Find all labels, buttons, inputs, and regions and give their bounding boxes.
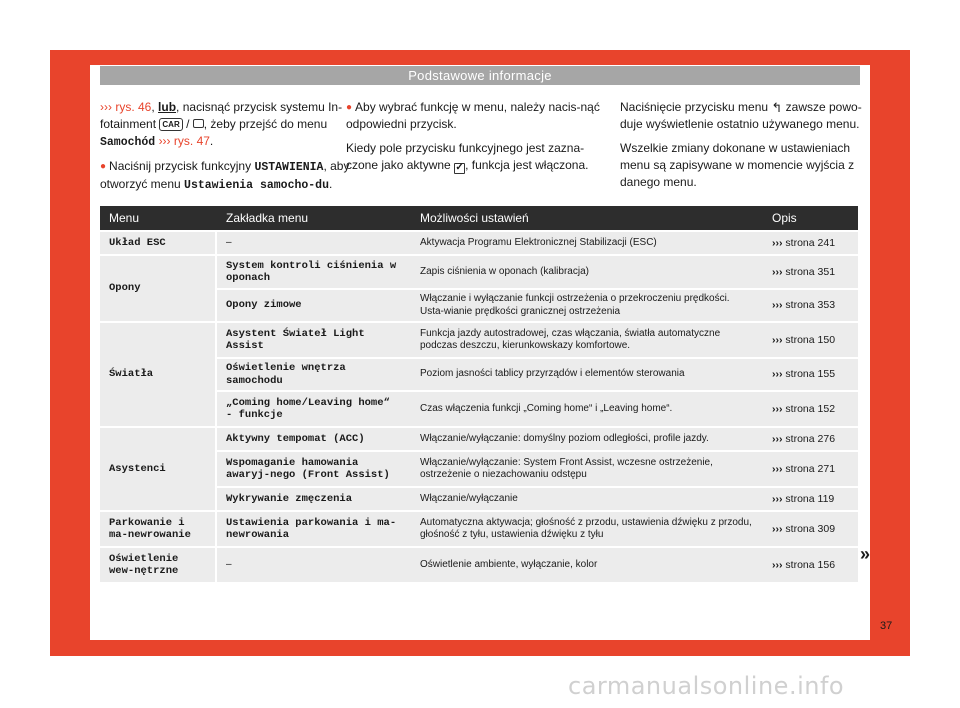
header-tab: Zakładka menu <box>217 206 411 230</box>
menu-cell: Opony <box>100 254 217 321</box>
tab-cell: Opony zimowe <box>217 288 411 321</box>
text-column-1 <box>100 99 353 201</box>
options-cell: Poziom jasności tablicy przyrządów i elementów sterowania <box>411 357 763 390</box>
table-row <box>100 546 858 582</box>
table-row <box>100 230 858 254</box>
table-row <box>100 426 858 450</box>
tab-cell: – <box>217 546 411 582</box>
bullet-paragraph-2: ● Aby wybrać funkcję w menu, należy nacis-nąć odpowiedni przycisk. <box>346 100 600 131</box>
menu-name-samochod: Samochód <box>100 136 156 149</box>
page-ref-cell[interactable]: ››› strona 152 <box>763 390 858 426</box>
active-paragraph: Kiedy pole przycisku funkcyjnego jest zazna-czone jako aktywne ✓, funkcja jest włączona. <box>346 141 589 173</box>
section-header: Podstawowe informacje <box>100 66 860 85</box>
menu-cell: Parkowanie i ma-newrowanie <box>100 510 217 546</box>
settings-table <box>100 206 858 582</box>
key-ustawienia: USTAWIENIA <box>254 161 324 174</box>
page-ref-cell[interactable]: ››› strona 271 <box>763 450 858 486</box>
intro-paragraph: ››› rys. 46, lub, nacisnąć przycisk systemu In-fotainment CAR / , żeby przejść do menu Samochód ››› rys. 47. <box>100 100 343 149</box>
options-cell: Automatyczna aktywacja; głośność z przodu, ustawienia dźwięku z przodu, głośność z tyłu, ustawienia dźwięku z tyłu <box>411 510 763 546</box>
menu-cell: Układ ESC <box>100 230 217 254</box>
page-ref-cell[interactable]: ››› strona 309 <box>763 510 858 546</box>
page-ref-cell[interactable]: ››› strona 155 <box>763 357 858 390</box>
bullet-icon: ● <box>100 161 107 172</box>
page-ref-cell[interactable]: ››› strona 276 <box>763 426 858 450</box>
changes-paragraph: Wszelkie zmiany dokonane w ustawieniach menu są zapisywane w momencie wyjścia z danego menu. <box>620 141 855 189</box>
tab-cell: Wykrywanie zmęczenia <box>217 486 411 510</box>
menu-ustawienia: Ustawienia samocho-du <box>184 179 329 192</box>
page-number: 37 <box>880 620 893 632</box>
header-description: Opis <box>763 206 858 230</box>
tab-cell: Oświetlenie wnętrza samochodu <box>217 357 411 390</box>
options-cell: Aktywacja Programu Elektronicznej Stabilizacji (ESC) <box>411 230 763 254</box>
tab-cell: – <box>217 230 411 254</box>
figure-ref-47[interactable]: rys. 47 <box>173 134 210 148</box>
vehicle-icon <box>193 119 204 128</box>
options-cell: Włączanie i wyłączanie funkcji ostrzeżenia o przekroczeniu prędkości. Usta-wianie prędkości granicznej ostrzeżenia <box>411 288 763 321</box>
lub-word: lub <box>158 100 177 114</box>
table-row <box>100 254 858 288</box>
continue-mark: » <box>860 544 871 564</box>
ref-arrows: ››› <box>100 100 112 114</box>
watermark: carmanualsonline.info <box>568 672 845 700</box>
menu-cell: Asystenci <box>100 426 217 510</box>
figure-ref-46[interactable]: rys. 46 <box>115 100 152 114</box>
tab-cell: Wspomaganie hamowania awaryj-nego (Front Assist) <box>217 450 411 486</box>
menu-button-paragraph: Naciśnięcie przycisku menu ↰ zawsze powo-duje wyświetlenie ostatnio używanego menu. <box>620 100 862 131</box>
header-menu: Menu <box>100 206 217 230</box>
options-cell: Funkcja jazdy autostradowej, czas włączania, światła automatyczne podczas deszczu, kierunkowskazy komfortowe. <box>411 321 763 357</box>
page-ref-cell[interactable]: ››› strona 353 <box>763 288 858 321</box>
text-column-2 <box>346 99 606 181</box>
tab-cell: Ustawienia parkowania i ma-newrowania <box>217 510 411 546</box>
options-cell: Włączanie/wyłączanie: System Front Assist, wczesne ostrzeżenie, ostrzeżenie o niezachowaniu odstępu <box>411 450 763 486</box>
options-cell: Czas włączenia funkcji „Coming home“ i „Leaving home“. <box>411 390 763 426</box>
text-column-3 <box>620 99 864 198</box>
tab-cell: Aktywny tempomat (ACC) <box>217 426 411 450</box>
options-cell: Włączanie/wyłączanie <box>411 486 763 510</box>
checkbox-checked-icon: ✓ <box>455 162 464 173</box>
back-arrow-icon: ↰ <box>771 100 783 115</box>
table-header-row <box>100 206 858 230</box>
menu-cell: Światła <box>100 321 217 426</box>
tab-cell: Asystent Świateł Light Assist <box>217 321 411 357</box>
bullet-paragraph: ● Naciśnij przycisk funkcyjny USTAWIENIA, aby otworzyć menu Ustawienia samocho-du. <box>100 159 350 192</box>
header-options: Możliwości ustawień <box>411 206 763 230</box>
options-cell: Zapis ciśnienia w oponach (kalibracja) <box>411 254 763 288</box>
table-row <box>100 510 858 546</box>
options-cell: Włączanie/wyłączanie: domyślny poziom odległości, profile jazdy. <box>411 426 763 450</box>
menu-cell: Oświetlenie wew-nętrzne <box>100 546 217 582</box>
bullet-icon: ● <box>346 102 353 113</box>
page-ref-cell[interactable]: ››› strona 351 <box>763 254 858 288</box>
page-ref-cell[interactable]: ››› strona 150 <box>763 321 858 357</box>
tab-cell: „Coming home/Leaving home“ - funkcje <box>217 390 411 426</box>
page-ref-cell[interactable]: ››› strona 241 <box>763 230 858 254</box>
page-ref-cell[interactable]: ››› strona 119 <box>763 486 858 510</box>
options-cell: Oświetlenie ambiente, wyłączanie, kolor <box>411 546 763 582</box>
page-ref-cell[interactable]: ››› strona 156 <box>763 546 858 582</box>
car-button-icon: CAR <box>159 118 182 131</box>
tab-cell: System kontroli ciśnienia w oponach <box>217 254 411 288</box>
table-row <box>100 321 858 357</box>
